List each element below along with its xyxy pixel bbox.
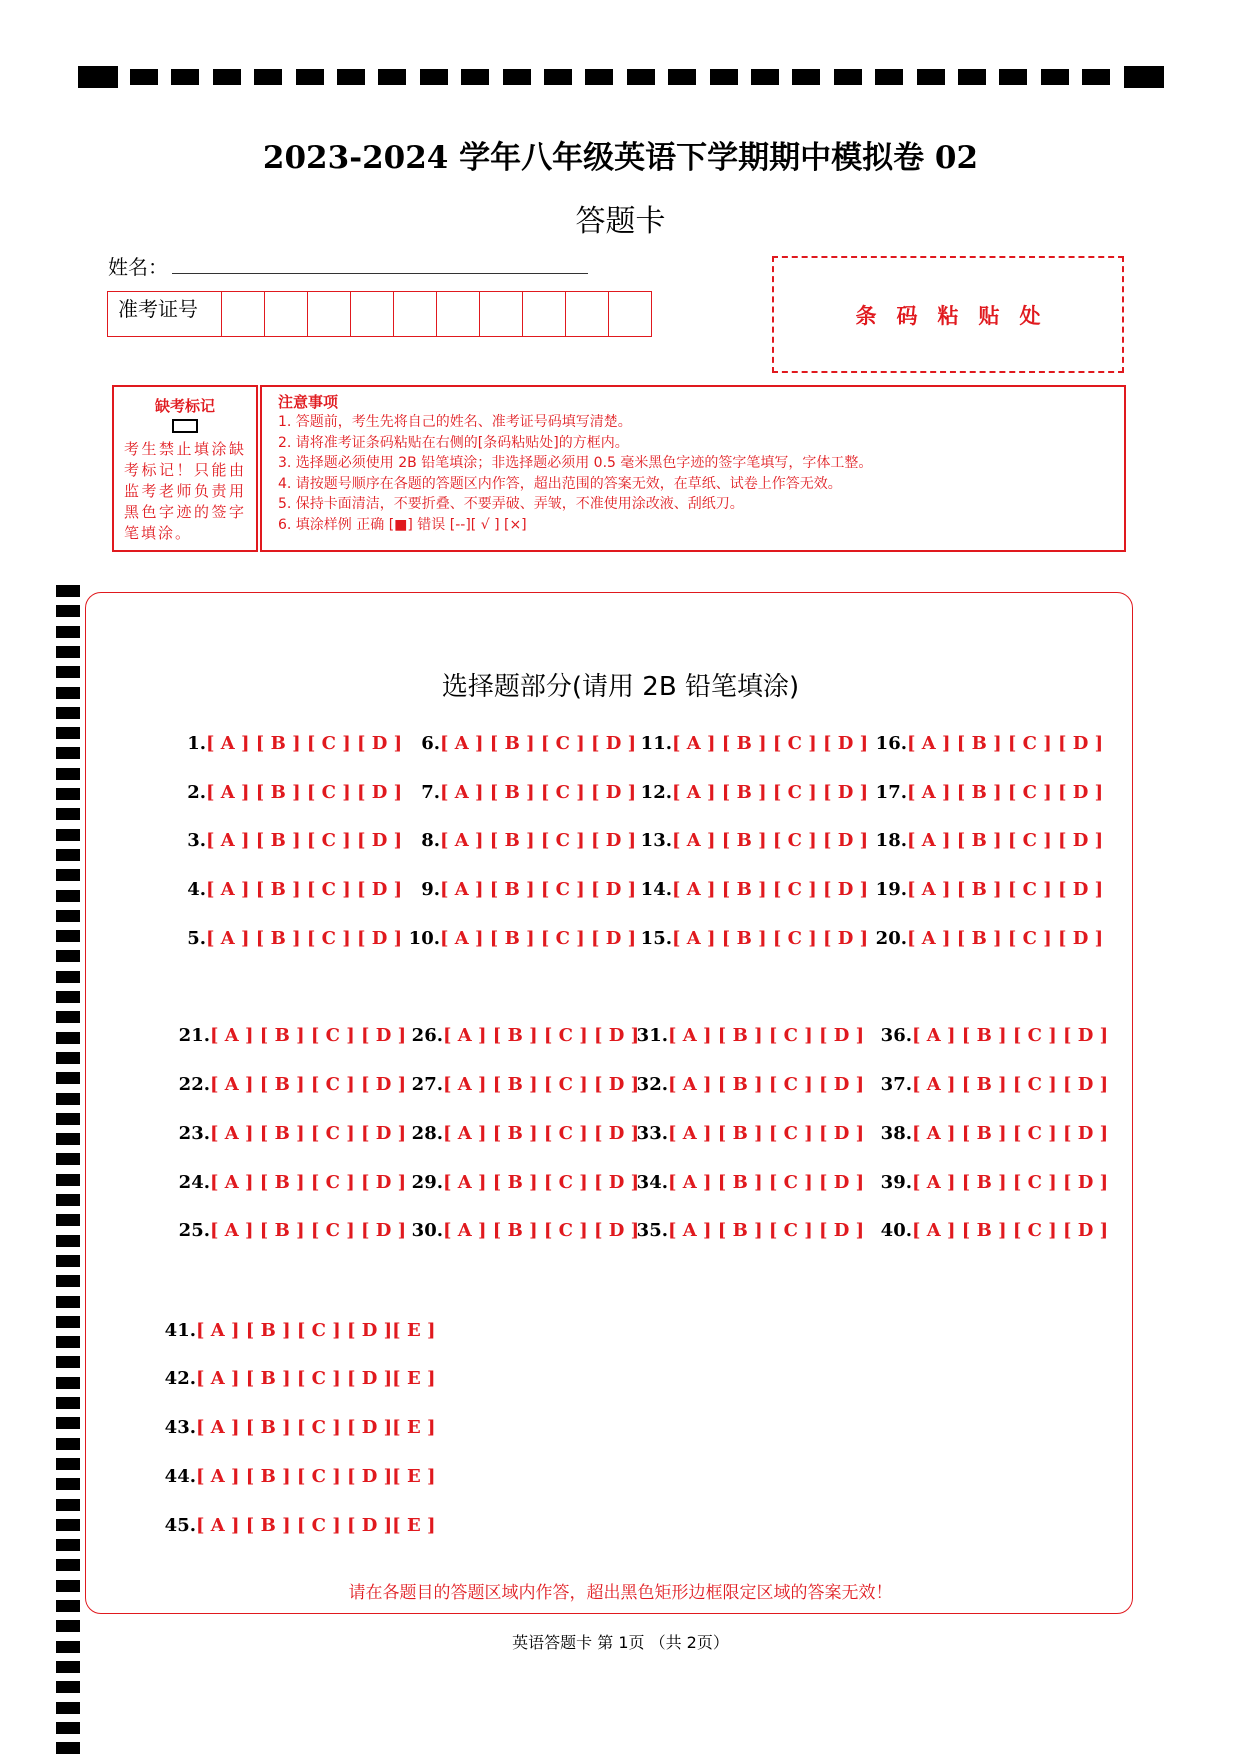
question-number: 37.	[880, 1074, 912, 1095]
answer-options[interactable]: [ A ] [ B ] [ C ] [ D ]	[443, 1172, 640, 1193]
question-number: 12.	[640, 782, 672, 803]
question-41	[160, 1320, 435, 1341]
exam-number-cell[interactable]	[437, 292, 480, 336]
timing-mark	[792, 69, 820, 85]
question-number: 17.	[875, 782, 907, 803]
question-number: 15.	[640, 928, 672, 949]
answer-options[interactable]: [ A ] [ B ] [ C ] [ D ]	[210, 1074, 407, 1095]
question-number: 25.	[178, 1220, 210, 1241]
notes-item: 3. 选择题必须使用 2B 铅笔填涂；非选择题必须用 0.5 毫米黑色字迹的签字笔填写，字体工整。	[278, 455, 873, 472]
question-number: 23.	[178, 1123, 210, 1144]
timing-mark	[56, 1113, 80, 1125]
timing-mark	[56, 1255, 80, 1267]
timing-mark	[56, 1032, 80, 1044]
name-label: 姓名：	[108, 255, 168, 279]
question-number: 41.	[164, 1320, 196, 1341]
answer-options[interactable]: [ A ] [ B ] [ C ] [ D ]	[443, 1074, 640, 1095]
question-10	[406, 928, 636, 949]
timing-mark	[56, 626, 80, 638]
answer-options[interactable]: [ A ] [ B ] [ C ] [ D ]	[668, 1172, 865, 1193]
answer-options[interactable]: [ A ] [ B ] [ C ] [ D ]	[907, 830, 1104, 851]
question-2	[184, 782, 402, 803]
timing-mark	[56, 1519, 80, 1531]
answer-options[interactable]: [ A ] [ B ] [ C ] [ D ][ E ]	[196, 1466, 436, 1487]
timing-mark	[56, 1417, 80, 1429]
timing-mark	[585, 69, 613, 85]
question-number: 42.	[164, 1368, 196, 1389]
timing-mark	[56, 1681, 80, 1693]
timing-mark	[56, 1478, 80, 1490]
question-33	[632, 1123, 864, 1144]
absent-mark-box	[112, 385, 258, 552]
timing-mark	[56, 1093, 80, 1105]
question-25	[174, 1220, 406, 1241]
timing-mark	[56, 1499, 80, 1511]
answer-options[interactable]: [ A ] [ B ] [ C ] [ D ]	[668, 1220, 865, 1241]
name-field[interactable]	[172, 273, 588, 274]
timing-mark	[710, 69, 738, 85]
absent-mark-title: 缺考标记	[154, 397, 215, 415]
answer-options[interactable]: [ A ] [ B ] [ C ] [ D ]	[912, 1074, 1109, 1095]
question-number: 5.	[187, 928, 206, 949]
barcode-area	[772, 256, 1124, 373]
timing-mark	[56, 808, 80, 820]
notes-box	[260, 385, 1126, 552]
question-40	[876, 1220, 1108, 1241]
exam-number-label: 准考证号	[108, 292, 222, 336]
notes-item: 4. 请按题号顺序在各题的答题区内作答，超出范围的答案无效，在草纸、试卷上作答无效。	[278, 475, 842, 492]
question-17	[871, 782, 1103, 803]
choice-section-title: 选择题部分(请用 2B 铅笔填涂)	[441, 672, 800, 702]
question-number: 36.	[880, 1025, 912, 1046]
question-18	[871, 830, 1103, 851]
answer-options[interactable]: [ A ] [ B ] [ C ] [ D ]	[210, 1123, 407, 1144]
question-number: 40.	[880, 1220, 912, 1241]
question-45	[160, 1515, 435, 1536]
timing-mark	[834, 69, 862, 85]
timing-mark	[56, 1742, 80, 1754]
question-number: 14.	[640, 879, 672, 900]
question-number: 6.	[421, 733, 440, 754]
timing-mark	[1041, 69, 1069, 85]
notes-item: 1. 答题前，考生先将自己的姓名、准考证号码填写清楚。	[278, 414, 632, 430]
question-number: 28.	[411, 1123, 443, 1144]
question-16	[871, 733, 1103, 754]
answer-options[interactable]: [ A ] [ B ] [ C ] [ D ]	[440, 782, 637, 803]
timing-mark	[56, 788, 80, 800]
page-title: 2023-2024 学年八年级英语下学期期中模拟卷 02	[262, 140, 979, 176]
answer-options[interactable]: [ A ] [ B ] [ C ] [ D ]	[668, 1123, 865, 1144]
timing-mark	[56, 890, 80, 902]
timing-mark	[56, 707, 80, 719]
question-30	[407, 1220, 639, 1241]
timing-mark	[171, 69, 199, 85]
absent-mark-description: 考生禁止填涂缺考标记！只能由监考老师负责用黑色字迹的签字笔填涂。	[124, 440, 246, 542]
question-9	[406, 879, 636, 900]
answer-options[interactable]: [ A ] [ B ] [ C ] [ D ]	[912, 1123, 1109, 1144]
question-number: 3.	[187, 830, 206, 851]
answer-options[interactable]: [ A ] [ B ] [ C ] [ D ]	[206, 733, 403, 754]
question-number: 20.	[875, 928, 907, 949]
timing-mark	[999, 69, 1027, 85]
question-number: 43.	[164, 1417, 196, 1438]
timing-mark	[56, 727, 80, 739]
question-number: 11.	[640, 733, 672, 754]
question-24	[174, 1172, 406, 1193]
timing-mark	[503, 69, 531, 85]
answer-options[interactable]: [ A ] [ B ] [ C ] [ D ]	[672, 782, 869, 803]
question-number: 16.	[875, 733, 907, 754]
question-38	[876, 1123, 1108, 1144]
question-number: 31.	[636, 1025, 668, 1046]
question-number: 32.	[636, 1074, 668, 1095]
timing-mark	[56, 646, 80, 658]
answer-options[interactable]: [ A ] [ B ] [ C ] [ D ]	[672, 879, 869, 900]
answer-options[interactable]: [ A ] [ B ] [ C ] [ D ]	[443, 1220, 640, 1241]
answer-options[interactable]: [ A ] [ B ] [ C ] [ D ]	[907, 733, 1104, 754]
timing-mark	[1124, 66, 1164, 88]
question-5	[184, 928, 402, 949]
question-11	[636, 733, 868, 754]
answer-options[interactable]: [ A ] [ B ] [ C ] [ D ]	[668, 1025, 865, 1046]
question-35	[632, 1220, 864, 1241]
answer-options[interactable]: [ A ] [ B ] [ C ] [ D ]	[912, 1220, 1109, 1241]
timing-mark	[56, 1275, 80, 1287]
answer-options[interactable]: [ A ] [ B ] [ C ] [ D ]	[440, 733, 637, 754]
timing-mark	[56, 1153, 80, 1165]
barcode-label: 条码粘贴处	[855, 304, 1061, 328]
question-7	[406, 782, 636, 803]
timing-mark	[56, 1336, 80, 1348]
timing-mark	[56, 1133, 80, 1145]
question-number: 34.	[636, 1172, 668, 1193]
timing-mark	[668, 69, 696, 85]
question-37	[876, 1074, 1108, 1095]
answer-options[interactable]: [ A ] [ B ] [ C ] [ D ]	[907, 928, 1104, 949]
timing-mark	[56, 1235, 80, 1247]
exam-number-field[interactable]	[107, 291, 652, 337]
timing-mark	[56, 1722, 80, 1734]
timing-mark	[56, 585, 80, 597]
notes-item: 5. 保持卡面清洁，不要折叠、不要弄破、弄皱，不准使用涂改液、刮纸刀。	[278, 496, 744, 513]
timing-mark	[56, 1316, 80, 1328]
answer-options[interactable]: [ A ] [ B ] [ C ] [ D ]	[443, 1123, 640, 1144]
exam-number-cell[interactable]	[480, 292, 523, 336]
timing-mark	[56, 991, 80, 1003]
question-34	[632, 1172, 864, 1193]
timing-mark	[378, 69, 406, 85]
timing-mark	[56, 950, 80, 962]
timing-mark	[130, 69, 158, 85]
timing-mark	[56, 1702, 80, 1714]
answer-options[interactable]: [ A ] [ B ] [ C ] [ D ]	[907, 879, 1104, 900]
timing-mark	[78, 66, 118, 88]
question-number: 18.	[875, 830, 907, 851]
page-subtitle: 答题卡	[575, 204, 666, 239]
question-43	[160, 1417, 435, 1438]
question-29	[407, 1172, 639, 1193]
answer-options[interactable]: [ A ] [ B ] [ C ] [ D ]	[912, 1172, 1109, 1193]
question-number: 19.	[875, 879, 907, 900]
question-number: 10.	[408, 928, 440, 949]
question-number: 39.	[880, 1172, 912, 1193]
question-number: 29.	[411, 1172, 443, 1193]
question-number: 26.	[411, 1025, 443, 1046]
timing-mark	[958, 69, 986, 85]
question-27	[407, 1074, 639, 1095]
timing-mark	[56, 768, 80, 780]
timing-mark	[56, 910, 80, 922]
answer-options[interactable]: [ A ] [ B ] [ C ] [ D ]	[907, 782, 1104, 803]
answer-options[interactable]: [ A ] [ B ] [ C ] [ D ][ E ]	[196, 1515, 436, 1536]
question-number: 30.	[411, 1220, 443, 1241]
answer-options[interactable]: [ A ] [ B ] [ C ] [ D ]	[440, 830, 637, 851]
answer-options[interactable]: [ A ] [ B ] [ C ] [ D ][ E ]	[196, 1320, 436, 1341]
question-number: 8.	[421, 830, 440, 851]
answer-options[interactable]: [ A ] [ B ] [ C ] [ D ]	[206, 830, 403, 851]
timing-mark	[56, 1438, 80, 1450]
question-number: 21.	[178, 1025, 210, 1046]
timing-mark	[56, 1559, 80, 1571]
timing-mark	[213, 69, 241, 85]
question-1	[184, 733, 402, 754]
timing-mark	[56, 1174, 80, 1186]
notes-item: 2. 请将准考证条码粘贴在右侧的[条码粘贴处]的方框内。	[278, 434, 629, 451]
notes-item: 6. 填涂样例 正确 [■] 错误 [--][ √ ] [×]	[278, 516, 527, 533]
timing-mark	[420, 69, 448, 85]
timing-mark	[56, 829, 80, 841]
question-19	[871, 879, 1103, 900]
question-8	[406, 830, 636, 851]
answer-options[interactable]: [ A ] [ B ] [ C ] [ D ]	[672, 928, 869, 949]
timing-mark	[56, 869, 80, 881]
timing-mark	[56, 1194, 80, 1206]
question-number: 4.	[187, 879, 206, 900]
timing-mark	[544, 69, 572, 85]
answer-options[interactable]: [ A ] [ B ] [ C ] [ D ][ E ]	[196, 1417, 436, 1438]
question-14	[636, 879, 868, 900]
question-26	[407, 1025, 639, 1046]
exam-number-cell[interactable]	[308, 292, 351, 336]
timing-mark	[461, 69, 489, 85]
answer-options[interactable]: [ A ] [ B ] [ C ] [ D ]	[210, 1025, 407, 1046]
question-number: 7.	[421, 782, 440, 803]
question-number: 45.	[164, 1515, 196, 1536]
timing-mark	[627, 69, 655, 85]
question-23	[174, 1123, 406, 1144]
question-number: 44.	[164, 1466, 196, 1487]
timing-mark	[56, 1296, 80, 1308]
question-4	[184, 879, 402, 900]
question-number: 13.	[640, 830, 672, 851]
timing-mark	[917, 69, 945, 85]
page-footer: 英语答题卡 第 1页 （共 2页）	[512, 1633, 729, 1652]
answer-options[interactable]: [ A ] [ B ] [ C ] [ D ]	[672, 830, 869, 851]
question-42	[160, 1368, 435, 1389]
answer-options[interactable]: [ A ] [ B ] [ C ] [ D ]	[668, 1074, 865, 1095]
answer-options[interactable]: [ A ] [ B ] [ C ] [ D ]	[443, 1025, 640, 1046]
answer-options[interactable]: [ A ] [ B ] [ C ] [ D ]	[210, 1220, 407, 1241]
question-3	[184, 830, 402, 851]
answer-options[interactable]: [ A ] [ B ] [ C ] [ D ]	[206, 782, 403, 803]
timing-mark	[1082, 69, 1110, 85]
answer-area-warning: 请在各题目的答题区域内作答，超出黑色矩形边框限定区域的答案无效！	[348, 1583, 893, 1603]
question-31	[632, 1025, 864, 1046]
timing-mark	[56, 1356, 80, 1368]
timing-mark	[56, 849, 80, 861]
timing-mark	[56, 930, 80, 942]
question-number: 9.	[421, 879, 440, 900]
question-39	[876, 1172, 1108, 1193]
question-28	[407, 1123, 639, 1144]
question-number: 33.	[636, 1123, 668, 1144]
timing-mark	[56, 1377, 80, 1389]
exam-number-cell[interactable]	[222, 292, 265, 336]
answer-options[interactable]: [ A ] [ B ] [ C ] [ D ]	[672, 733, 869, 754]
question-12	[636, 782, 868, 803]
absent-mark-checkbox[interactable]	[172, 419, 198, 433]
answer-options[interactable]: [ A ] [ B ] [ C ] [ D ]	[912, 1025, 1109, 1046]
timing-mark	[337, 69, 365, 85]
answer-options[interactable]: [ A ] [ B ] [ C ] [ D ][ E ]	[196, 1368, 436, 1389]
question-20	[871, 928, 1103, 949]
exam-number-cell[interactable]	[351, 292, 394, 336]
question-36	[876, 1025, 1108, 1046]
question-32	[632, 1074, 864, 1095]
question-number: 38.	[880, 1123, 912, 1144]
notes-title: 注意事项	[278, 393, 339, 411]
timing-mark	[56, 605, 80, 617]
question-13	[636, 830, 868, 851]
timing-mark	[296, 69, 324, 85]
timing-mark	[56, 1052, 80, 1064]
timing-mark	[56, 1397, 80, 1409]
question-number: 27.	[411, 1074, 443, 1095]
question-6	[406, 733, 636, 754]
question-number: 2.	[187, 782, 206, 803]
question-number: 35.	[636, 1220, 668, 1241]
timing-mark	[56, 1011, 80, 1023]
question-number: 22.	[178, 1074, 210, 1095]
timing-mark	[56, 971, 80, 983]
question-number: 24.	[178, 1172, 210, 1193]
timing-mark	[56, 1214, 80, 1226]
question-number: 1.	[187, 733, 206, 754]
answer-options[interactable]: [ A ] [ B ] [ C ] [ D ]	[440, 879, 637, 900]
exam-number-cell[interactable]	[394, 292, 437, 336]
question-15	[636, 928, 868, 949]
answer-options[interactable]: [ A ] [ B ] [ C ] [ D ]	[210, 1172, 407, 1193]
top-timing-marks	[78, 66, 1164, 90]
answer-options[interactable]: [ A ] [ B ] [ C ] [ D ]	[206, 879, 403, 900]
answer-options[interactable]: [ A ] [ B ] [ C ] [ D ]	[206, 928, 403, 949]
timing-mark	[56, 1072, 80, 1084]
timing-mark	[56, 1539, 80, 1551]
question-22	[174, 1074, 406, 1095]
timing-mark	[751, 69, 779, 85]
question-21	[174, 1025, 406, 1046]
timing-mark	[56, 1661, 80, 1673]
timing-mark	[875, 69, 903, 85]
question-44	[160, 1466, 435, 1487]
exam-number-cell[interactable]	[566, 292, 609, 336]
timing-mark	[56, 747, 80, 759]
exam-number-cell[interactable]	[265, 292, 308, 336]
answer-options[interactable]: [ A ] [ B ] [ C ] [ D ]	[440, 928, 637, 949]
timing-mark	[254, 69, 282, 85]
exam-number-cell[interactable]	[609, 292, 651, 336]
timing-mark	[56, 1458, 80, 1470]
exam-number-cell[interactable]	[523, 292, 566, 336]
